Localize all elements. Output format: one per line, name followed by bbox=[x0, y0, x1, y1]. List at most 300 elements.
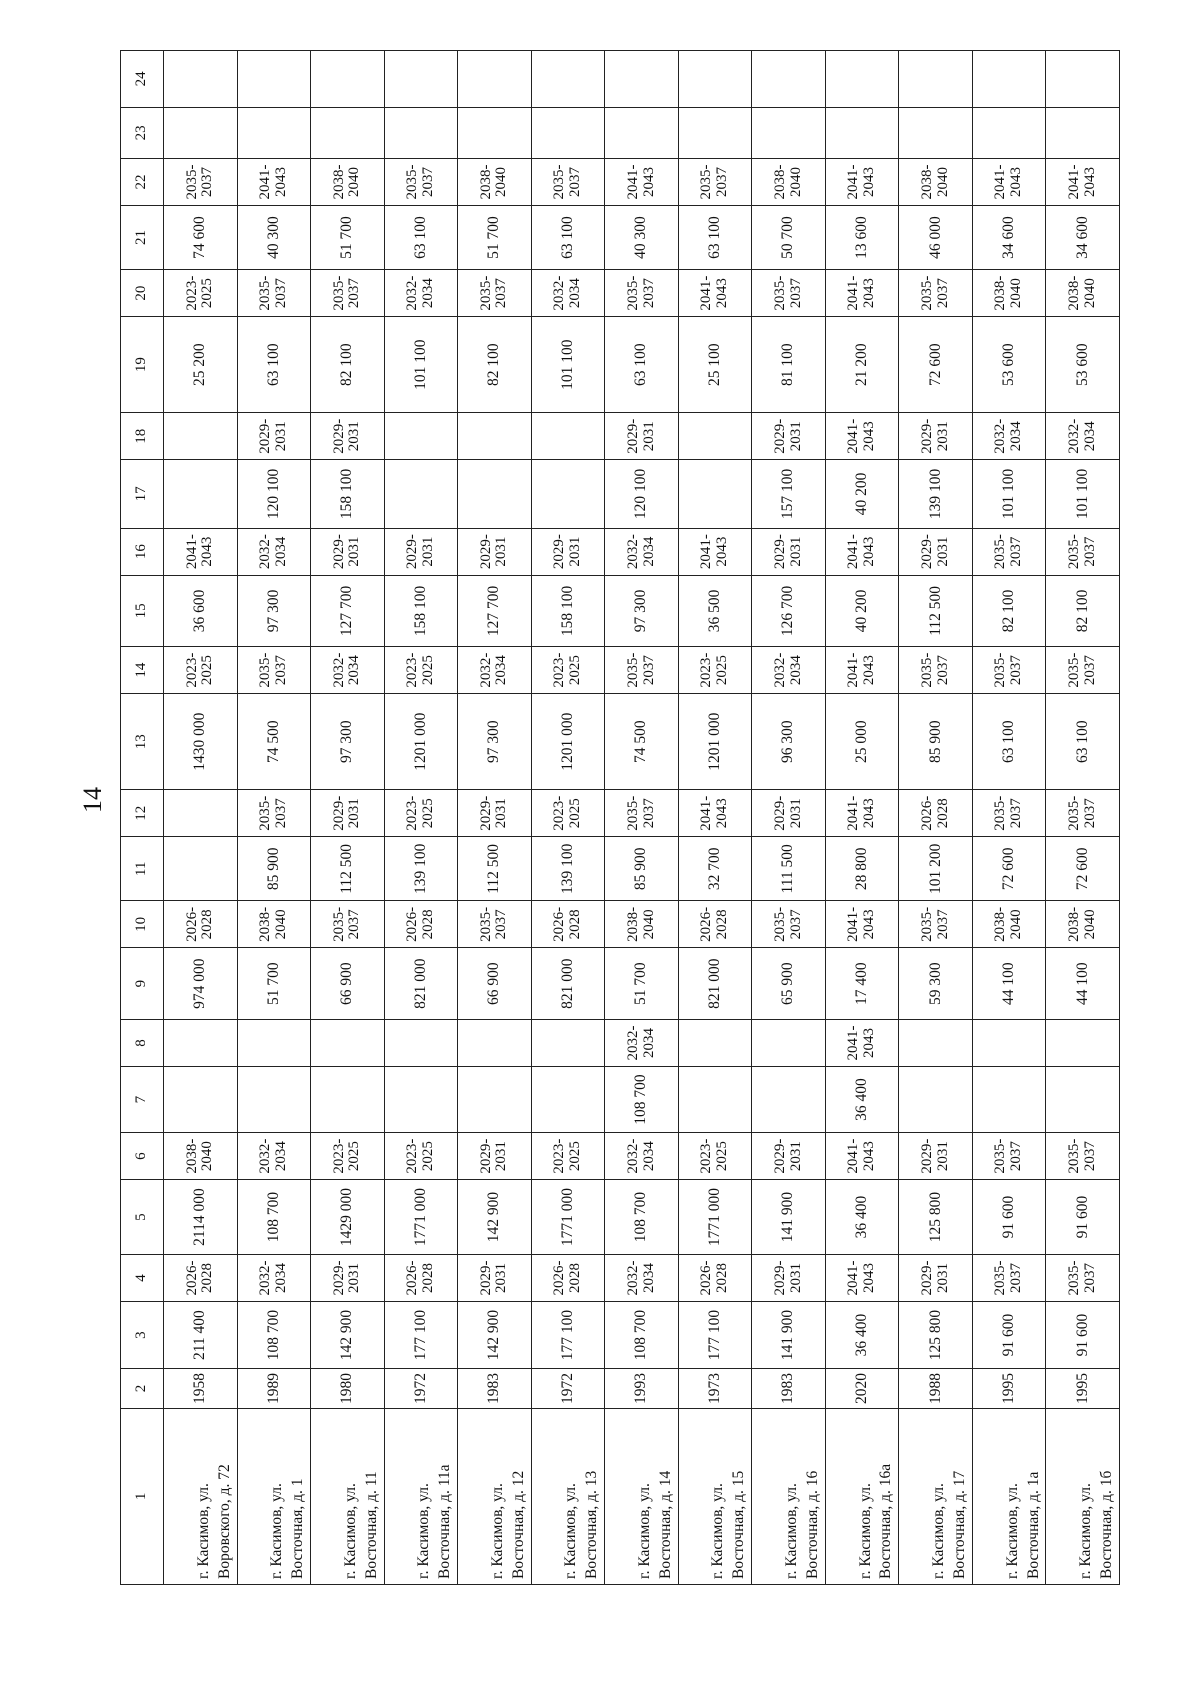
table-row bbox=[164, 51, 238, 1585]
table-cell: 72 600 bbox=[899, 317, 973, 413]
period-cell: 2035-2037 bbox=[164, 159, 238, 206]
table-cell bbox=[164, 107, 238, 158]
period-cell: 2032-2034 bbox=[605, 1019, 679, 1066]
period-cell bbox=[531, 413, 605, 460]
column-header: 24 bbox=[121, 51, 164, 108]
period-cell: 2029-2031 bbox=[899, 528, 973, 575]
period-cell: 2029-2031 bbox=[752, 528, 826, 575]
table-cell: 53 600 bbox=[1046, 317, 1120, 413]
period-cell: 2035-2037 bbox=[972, 790, 1046, 837]
table-cell: 127 700 bbox=[458, 575, 532, 647]
table-cell: 177 100 bbox=[678, 1301, 752, 1368]
period-cell: 2023-2025 bbox=[164, 270, 238, 317]
period-cell: 2032-2034 bbox=[237, 528, 311, 575]
period-cell: 2029-2031 bbox=[752, 790, 826, 837]
period-cell: 2038-2040 bbox=[237, 901, 311, 948]
period-cell: 2038-2040 bbox=[311, 159, 385, 206]
table-cell bbox=[678, 51, 752, 108]
table-cell: 36 600 bbox=[164, 575, 238, 647]
table-cell: 112 500 bbox=[899, 575, 973, 647]
column-header: 22 bbox=[121, 159, 164, 206]
table-cell: 126 700 bbox=[752, 575, 826, 647]
period-cell bbox=[384, 413, 458, 460]
period-cell: 2041-2043 bbox=[825, 790, 899, 837]
table-cell: 821 000 bbox=[531, 948, 605, 1020]
table-cell: 82 100 bbox=[311, 317, 385, 413]
table-cell: 1958 bbox=[164, 1369, 238, 1409]
column-header: 2 bbox=[121, 1369, 164, 1409]
period-cell: 2029-2031 bbox=[384, 528, 458, 575]
table-cell: 53 600 bbox=[972, 317, 1046, 413]
table-cell: 177 100 bbox=[531, 1301, 605, 1368]
table-cell: 1429 000 bbox=[311, 1180, 385, 1255]
period-cell: 2029-2031 bbox=[899, 413, 973, 460]
period-cell: 2026-2028 bbox=[899, 790, 973, 837]
column-header: 13 bbox=[121, 694, 164, 790]
table-cell: 40 300 bbox=[605, 206, 679, 270]
period-cell: 2032-2034 bbox=[605, 1133, 679, 1180]
column-header: 8 bbox=[121, 1019, 164, 1066]
table-cell: 142 900 bbox=[311, 1301, 385, 1368]
table-cell: 25 100 bbox=[678, 317, 752, 413]
period-cell: 2029-2031 bbox=[311, 528, 385, 575]
period-cell: 2029-2031 bbox=[752, 1133, 826, 1180]
table-cell bbox=[237, 51, 311, 108]
table-cell: 72 600 bbox=[1046, 837, 1120, 901]
table-cell: 101 100 bbox=[1046, 460, 1120, 528]
table-cell bbox=[899, 107, 973, 158]
table-cell: 112 500 bbox=[458, 837, 532, 901]
table-cell: 1995 bbox=[972, 1369, 1046, 1409]
table-row bbox=[972, 51, 1046, 1585]
table-cell bbox=[752, 107, 826, 158]
period-cell: 2041-2043 bbox=[825, 528, 899, 575]
address-cell: г. Касимов, ул. Восточная, д. 12 bbox=[458, 1408, 532, 1584]
table-cell: 177 100 bbox=[384, 1301, 458, 1368]
period-cell: 2035-2037 bbox=[1046, 1254, 1120, 1301]
period-cell: 2023-2025 bbox=[384, 1133, 458, 1180]
period-cell: 2032-2034 bbox=[605, 528, 679, 575]
period-cell: 2035-2037 bbox=[605, 270, 679, 317]
table-cell bbox=[752, 1066, 826, 1132]
table-cell: 63 100 bbox=[531, 206, 605, 270]
table-cell: 108 700 bbox=[237, 1180, 311, 1255]
table-cell: 97 300 bbox=[311, 694, 385, 790]
table-cell: 1980 bbox=[311, 1369, 385, 1409]
table-row bbox=[752, 51, 826, 1585]
table-cell bbox=[384, 107, 458, 158]
period-cell: 2041-2043 bbox=[825, 270, 899, 317]
period-cell: 2032-2034 bbox=[311, 647, 385, 694]
period-cell bbox=[164, 413, 238, 460]
table-cell bbox=[458, 460, 532, 528]
column-header: 12 bbox=[121, 790, 164, 837]
table-cell: 101 100 bbox=[531, 317, 605, 413]
period-cell: 2029-2031 bbox=[237, 413, 311, 460]
table-cell: 74 500 bbox=[237, 694, 311, 790]
table-cell: 96 300 bbox=[752, 694, 826, 790]
table-cell: 974 000 bbox=[164, 948, 238, 1020]
table-cell: 21 200 bbox=[825, 317, 899, 413]
table-cell: 108 700 bbox=[605, 1180, 679, 1255]
period-cell: 2035-2037 bbox=[972, 647, 1046, 694]
column-header: 17 bbox=[121, 460, 164, 528]
table-cell: 82 100 bbox=[972, 575, 1046, 647]
period-cell: 2038-2040 bbox=[605, 901, 679, 948]
table-cell bbox=[384, 51, 458, 108]
period-cell: 2035-2037 bbox=[458, 270, 532, 317]
table-container bbox=[120, 50, 1120, 1585]
table-cell: 821 000 bbox=[678, 948, 752, 1020]
period-cell: 2026-2028 bbox=[531, 1254, 605, 1301]
table-cell: 25 200 bbox=[164, 317, 238, 413]
table-cell: 108 700 bbox=[605, 1301, 679, 1368]
period-cell: 2041-2043 bbox=[825, 1019, 899, 1066]
period-cell: 2029-2031 bbox=[458, 1254, 532, 1301]
period-cell: 2023-2025 bbox=[531, 790, 605, 837]
period-cell: 2023-2025 bbox=[164, 647, 238, 694]
column-header: 5 bbox=[121, 1180, 164, 1255]
column-header: 9 bbox=[121, 948, 164, 1020]
period-cell: 2029-2031 bbox=[311, 413, 385, 460]
column-header: 21 bbox=[121, 206, 164, 270]
period-cell: 2026-2028 bbox=[384, 901, 458, 948]
page-number: 14 bbox=[78, 787, 107, 813]
period-cell: 2038-2040 bbox=[899, 159, 973, 206]
table-cell: 40 300 bbox=[237, 206, 311, 270]
period-cell: 2035-2037 bbox=[752, 270, 826, 317]
table-cell bbox=[1046, 1066, 1120, 1132]
column-header: 10 bbox=[121, 901, 164, 948]
table-cell: 1771 000 bbox=[384, 1180, 458, 1255]
table-cell: 1993 bbox=[605, 1369, 679, 1409]
table-row bbox=[384, 51, 458, 1585]
table-cell: 44 100 bbox=[972, 948, 1046, 1020]
column-header: 11 bbox=[121, 837, 164, 901]
period-cell: 2035-2037 bbox=[237, 270, 311, 317]
table-cell: 63 100 bbox=[237, 317, 311, 413]
table-cell bbox=[1046, 51, 1120, 108]
column-header: 16 bbox=[121, 528, 164, 575]
period-cell: 2032-2034 bbox=[384, 270, 458, 317]
period-cell: 2041-2043 bbox=[972, 159, 1046, 206]
table-cell: 91 600 bbox=[1046, 1180, 1120, 1255]
table-cell: 36 400 bbox=[825, 1301, 899, 1368]
table-cell: 139 100 bbox=[531, 837, 605, 901]
table-cell bbox=[164, 837, 238, 901]
period-cell: 2035-2037 bbox=[899, 901, 973, 948]
period-cell bbox=[458, 1019, 532, 1066]
table-cell bbox=[458, 107, 532, 158]
address-cell: г. Касимов, ул. Восточная, д. 11а bbox=[384, 1408, 458, 1584]
table-cell: 139 100 bbox=[384, 837, 458, 901]
period-cell: 2029-2031 bbox=[458, 1133, 532, 1180]
period-cell: 2038-2040 bbox=[972, 901, 1046, 948]
period-cell bbox=[384, 1019, 458, 1066]
table-cell bbox=[1046, 107, 1120, 158]
period-cell: 2023-2025 bbox=[531, 1133, 605, 1180]
period-cell: 2038-2040 bbox=[972, 270, 1046, 317]
table-cell: 1430 000 bbox=[164, 694, 238, 790]
table-cell bbox=[531, 460, 605, 528]
table-cell: 91 600 bbox=[972, 1301, 1046, 1368]
table-cell: 51 700 bbox=[605, 948, 679, 1020]
table-cell: 141 900 bbox=[752, 1301, 826, 1368]
table-cell: 158 100 bbox=[384, 575, 458, 647]
period-cell bbox=[899, 1019, 973, 1066]
table-cell: 101 100 bbox=[972, 460, 1046, 528]
table-cell: 101 100 bbox=[384, 317, 458, 413]
period-cell: 2035-2037 bbox=[1046, 790, 1120, 837]
table-cell: 120 100 bbox=[605, 460, 679, 528]
period-cell: 2029-2031 bbox=[531, 528, 605, 575]
table-row bbox=[678, 51, 752, 1585]
table-cell: 63 100 bbox=[972, 694, 1046, 790]
table-cell: 44 100 bbox=[1046, 948, 1120, 1020]
table-cell bbox=[237, 107, 311, 158]
period-cell: 2032-2034 bbox=[237, 1133, 311, 1180]
table-row bbox=[237, 51, 311, 1585]
table-row bbox=[1046, 51, 1120, 1585]
address-cell: г. Касимов, ул. Восточная, д. 16а bbox=[825, 1408, 899, 1584]
table-cell: 82 100 bbox=[1046, 575, 1120, 647]
period-cell: 2035-2037 bbox=[899, 647, 973, 694]
column-header: 14 bbox=[121, 647, 164, 694]
address-cell: г. Касимов, ул. Восточная, д. 16 bbox=[752, 1408, 826, 1584]
table-cell: 1972 bbox=[531, 1369, 605, 1409]
table-cell: 1201 000 bbox=[531, 694, 605, 790]
table-cell: 28 800 bbox=[825, 837, 899, 901]
period-cell: 2023-2025 bbox=[678, 1133, 752, 1180]
address-cell: г. Касимов, ул. Восточная, д. 15 bbox=[678, 1408, 752, 1584]
period-cell: 2041-2043 bbox=[164, 528, 238, 575]
period-cell: 2035-2037 bbox=[752, 901, 826, 948]
period-cell: 2035-2037 bbox=[972, 528, 1046, 575]
period-cell bbox=[311, 1019, 385, 1066]
table-cell bbox=[311, 107, 385, 158]
column-header: 3 bbox=[121, 1301, 164, 1368]
period-cell: 2029-2031 bbox=[458, 790, 532, 837]
table-cell bbox=[605, 107, 679, 158]
address-cell: г. Касимов, ул. Восточная, д. 13 bbox=[531, 1408, 605, 1584]
period-cell: 2035-2037 bbox=[237, 790, 311, 837]
table-cell bbox=[972, 107, 1046, 158]
table-cell: 51 700 bbox=[311, 206, 385, 270]
period-cell: 2035-2037 bbox=[972, 1254, 1046, 1301]
table-cell bbox=[825, 107, 899, 158]
period-cell: 2038-2040 bbox=[164, 1133, 238, 1180]
table-cell: 120 100 bbox=[237, 460, 311, 528]
table-cell: 125 800 bbox=[899, 1301, 973, 1368]
table-cell: 157 100 bbox=[752, 460, 826, 528]
table-cell bbox=[678, 460, 752, 528]
period-cell: 2026-2028 bbox=[384, 1254, 458, 1301]
period-cell: 2023-2025 bbox=[384, 790, 458, 837]
table-cell: 101 200 bbox=[899, 837, 973, 901]
period-cell: 2029-2031 bbox=[605, 413, 679, 460]
table-cell: 72 600 bbox=[972, 837, 1046, 901]
table-cell bbox=[678, 1066, 752, 1132]
table-cell: 112 500 bbox=[311, 837, 385, 901]
period-cell: 2041-2043 bbox=[825, 647, 899, 694]
table-cell: 66 900 bbox=[458, 948, 532, 1020]
address-cell: г. Касимов, ул. Восточная, д. 14 bbox=[605, 1408, 679, 1584]
period-cell: 2041-2043 bbox=[825, 159, 899, 206]
period-cell: 2032-2034 bbox=[972, 413, 1046, 460]
table-cell: 2020 bbox=[825, 1369, 899, 1409]
table-cell: 82 100 bbox=[458, 317, 532, 413]
table-cell: 108 700 bbox=[237, 1301, 311, 1368]
table-cell bbox=[972, 51, 1046, 108]
table-row bbox=[311, 51, 385, 1585]
table-cell: 63 100 bbox=[1046, 694, 1120, 790]
column-header: 18 bbox=[121, 413, 164, 460]
column-header: 20 bbox=[121, 270, 164, 317]
table-cell: 36 400 bbox=[825, 1066, 899, 1132]
period-cell: 2035-2037 bbox=[972, 1133, 1046, 1180]
table-cell: 1973 bbox=[678, 1369, 752, 1409]
table-cell: 50 700 bbox=[752, 206, 826, 270]
table-cell: 74 500 bbox=[605, 694, 679, 790]
table-cell bbox=[899, 1066, 973, 1132]
column-header: 4 bbox=[121, 1254, 164, 1301]
table-cell bbox=[458, 1066, 532, 1132]
period-cell: 2035-2037 bbox=[1046, 1133, 1120, 1180]
period-cell bbox=[458, 413, 532, 460]
period-cell: 2026-2028 bbox=[164, 901, 238, 948]
period-cell: 2029-2031 bbox=[752, 413, 826, 460]
column-header: 15 bbox=[121, 575, 164, 647]
period-cell bbox=[164, 790, 238, 837]
table-cell: 36 500 bbox=[678, 575, 752, 647]
table-cell bbox=[311, 1066, 385, 1132]
address-cell: г. Касимов, ул. Восточная, д. 1а bbox=[972, 1408, 1046, 1584]
table-cell: 97 300 bbox=[605, 575, 679, 647]
column-header: 19 bbox=[121, 317, 164, 413]
table-cell bbox=[605, 51, 679, 108]
table-cell: 1989 bbox=[237, 1369, 311, 1409]
table-cell bbox=[899, 51, 973, 108]
period-cell: 2035-2037 bbox=[678, 159, 752, 206]
period-cell: 2026-2028 bbox=[164, 1254, 238, 1301]
header-row bbox=[121, 51, 164, 1585]
table-row bbox=[825, 51, 899, 1585]
table-cell: 125 800 bbox=[899, 1180, 973, 1255]
period-cell: 2026-2028 bbox=[678, 1254, 752, 1301]
table-cell: 17 400 bbox=[825, 948, 899, 1020]
table-row bbox=[458, 51, 532, 1585]
period-cell: 2026-2028 bbox=[531, 901, 605, 948]
period-cell: 2032-2034 bbox=[458, 647, 532, 694]
period-cell: 2041-2043 bbox=[237, 159, 311, 206]
table-cell: 34 600 bbox=[972, 206, 1046, 270]
table-cell: 1201 000 bbox=[384, 694, 458, 790]
period-cell: 2041-2043 bbox=[678, 270, 752, 317]
table-cell bbox=[678, 107, 752, 158]
period-cell: 2035-2037 bbox=[311, 901, 385, 948]
table-cell: 1771 000 bbox=[531, 1180, 605, 1255]
period-cell: 2035-2037 bbox=[605, 790, 679, 837]
period-cell: 2032-2034 bbox=[1046, 413, 1120, 460]
table-cell: 97 300 bbox=[237, 575, 311, 647]
period-cell bbox=[164, 1019, 238, 1066]
period-cell: 2029-2031 bbox=[311, 790, 385, 837]
period-cell: 2029-2031 bbox=[899, 1133, 973, 1180]
table-cell bbox=[311, 51, 385, 108]
table-cell: 821 000 bbox=[384, 948, 458, 1020]
table-cell: 1995 bbox=[1046, 1369, 1120, 1409]
table-cell: 97 300 bbox=[458, 694, 532, 790]
data-table bbox=[120, 50, 1120, 1585]
period-cell: 2035-2037 bbox=[1046, 528, 1120, 575]
period-cell: 2023-2025 bbox=[384, 647, 458, 694]
table-cell: 1771 000 bbox=[678, 1180, 752, 1255]
period-cell: 2035-2037 bbox=[605, 647, 679, 694]
table-cell: 211 400 bbox=[164, 1301, 238, 1368]
column-header: 23 bbox=[121, 107, 164, 158]
table-cell bbox=[384, 1066, 458, 1132]
table-cell: 158 100 bbox=[531, 575, 605, 647]
table-cell bbox=[164, 1066, 238, 1132]
period-cell: 2029-2031 bbox=[311, 1254, 385, 1301]
table-cell: 63 100 bbox=[384, 206, 458, 270]
table-cell: 158 100 bbox=[311, 460, 385, 528]
address-cell: г. Касимов, ул. Восточная, д. 1 bbox=[237, 1408, 311, 1584]
period-cell: 2029-2031 bbox=[752, 1254, 826, 1301]
table-cell: 2114 000 bbox=[164, 1180, 238, 1255]
table-cell: 91 600 bbox=[972, 1180, 1046, 1255]
period-cell: 2041-2043 bbox=[825, 901, 899, 948]
table-cell bbox=[164, 460, 238, 528]
period-cell: 2029-2031 bbox=[458, 528, 532, 575]
period-cell: 2026-2028 bbox=[678, 901, 752, 948]
table-cell: 63 100 bbox=[605, 317, 679, 413]
period-cell: 2035-2037 bbox=[237, 647, 311, 694]
period-cell: 2035-2037 bbox=[458, 901, 532, 948]
period-cell: 2023-2025 bbox=[311, 1133, 385, 1180]
table-cell bbox=[972, 1066, 1046, 1132]
period-cell: 2041-2043 bbox=[678, 790, 752, 837]
table-cell: 1201 000 bbox=[678, 694, 752, 790]
period-cell bbox=[1046, 1019, 1120, 1066]
table-cell: 66 900 bbox=[311, 948, 385, 1020]
table-cell: 81 100 bbox=[752, 317, 826, 413]
period-cell bbox=[972, 1019, 1046, 1066]
table-cell: 34 600 bbox=[1046, 206, 1120, 270]
table-cell bbox=[531, 1066, 605, 1132]
table-cell: 32 700 bbox=[678, 837, 752, 901]
table-cell: 46 000 bbox=[899, 206, 973, 270]
table-cell: 1983 bbox=[458, 1369, 532, 1409]
period-cell: 2041-2043 bbox=[825, 1254, 899, 1301]
table-cell bbox=[531, 107, 605, 158]
period-cell: 2041-2043 bbox=[1046, 159, 1120, 206]
table-cell bbox=[752, 51, 826, 108]
table-row bbox=[605, 51, 679, 1585]
table-cell: 36 400 bbox=[825, 1180, 899, 1255]
period-cell: 2041-2043 bbox=[825, 1133, 899, 1180]
period-cell: 2032-2034 bbox=[237, 1254, 311, 1301]
period-cell: 2032-2034 bbox=[531, 270, 605, 317]
period-cell: 2023-2025 bbox=[678, 647, 752, 694]
period-cell: 2035-2037 bbox=[384, 159, 458, 206]
period-cell: 2035-2037 bbox=[899, 270, 973, 317]
period-cell bbox=[531, 1019, 605, 1066]
table-cell: 63 100 bbox=[678, 206, 752, 270]
period-cell: 2035-2037 bbox=[311, 270, 385, 317]
period-cell: 2038-2040 bbox=[1046, 901, 1120, 948]
table-cell: 25 000 bbox=[825, 694, 899, 790]
